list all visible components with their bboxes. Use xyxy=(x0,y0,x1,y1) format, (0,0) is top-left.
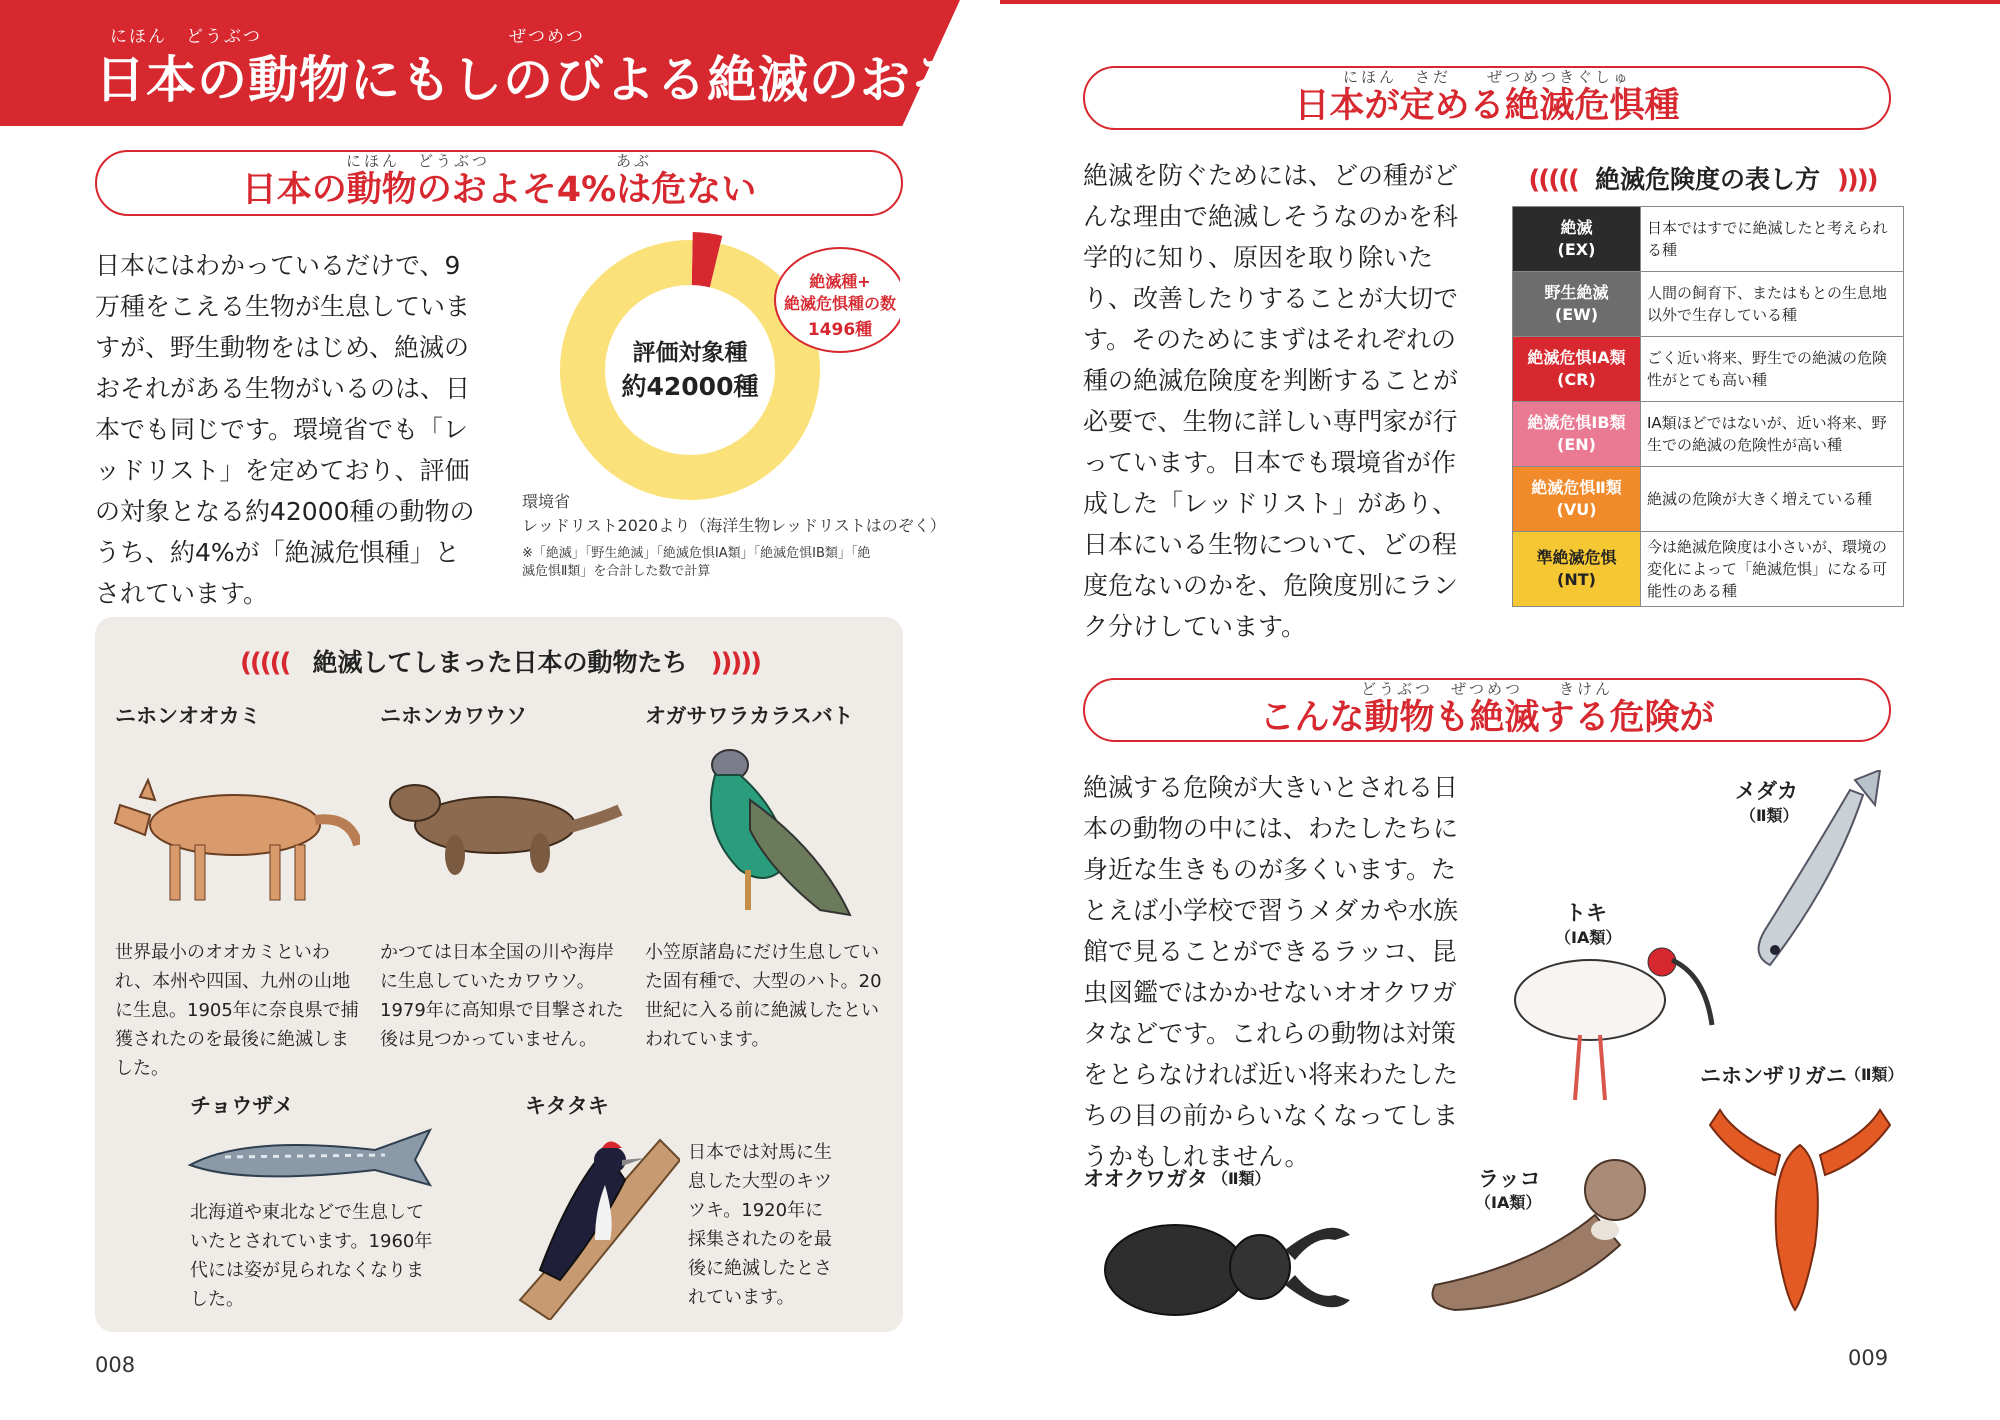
animal-name-otter: ニホンカワウソ xyxy=(380,704,527,728)
category-code: (EW) xyxy=(1554,305,1599,324)
section2-heading: 日本が定める絶滅危惧種 xyxy=(1294,86,1680,126)
chart-note: ※「絶滅」「野生絶滅」「絶滅危惧IA類」「絶滅危惧IB類」「絶滅危惧Ⅱ類」を合計した数で計算 xyxy=(522,546,871,579)
chart-source xyxy=(522,490,946,538)
otter-illustration xyxy=(375,755,625,905)
category-table xyxy=(1512,206,1904,607)
category-row xyxy=(1513,402,1904,467)
donut-callout-2: 絶滅危惧種の数 xyxy=(783,294,897,313)
pigeon-illustration xyxy=(670,740,860,930)
wolf-illustration xyxy=(110,745,360,915)
category-label-cell xyxy=(1513,467,1641,532)
chart-source-2: レッドリスト2020より（海洋生物レッドリストはのぞく） xyxy=(522,516,946,535)
category-code: (VU) xyxy=(1556,500,1597,519)
category-label-cell xyxy=(1513,272,1641,337)
medaka-illustration xyxy=(1715,770,1885,980)
category-desc: ごく近い将来、野生での絶滅の危険性がとても高い種 xyxy=(1641,337,1904,402)
donut-center-label-2: 約42000種 xyxy=(621,372,759,401)
animal-class-crayfish: （Ⅱ類） xyxy=(1845,1065,1904,1084)
header-ruby: にほん どうぶつ ぜつめつ xyxy=(110,27,585,47)
donut-chart xyxy=(520,225,900,525)
section2-body: 絶滅を防ぐためには、どの種がどんな理由で絶滅しそうなのかを科学的に知り、原因を取り除いたり、改善したりすることが大切です。そのためにまずはそれぞれの種の絶滅危険度を判断することが必要で、生物に詳しい専門家が行っています。日本でも環境省が作成した「レッドリスト」があり、日本にいる生物について、どの程度危ないのかを、危険度別にランク分けしています。 xyxy=(1083,161,1459,641)
category-desc: 人間の飼育下、またはもとの生息地以外で生存している種 xyxy=(1641,272,1904,337)
animal-desc-sturgeon: 北海道や東北などで生息していたとされています。1960年代には姿が見られなくなりました。 xyxy=(190,1202,433,1310)
category-code: (EX) xyxy=(1557,240,1596,259)
extinct-heading: 絶滅してしまった日本の動物たち xyxy=(312,648,688,677)
stagbeetle-illustration xyxy=(1095,1195,1355,1345)
animal-class-toki: （ⅠA類） xyxy=(1555,928,1622,947)
section1-heading: 日本の動物のおよそ4%は危ない xyxy=(241,170,757,210)
crayfish-illustration xyxy=(1705,1105,1895,1315)
section1-body: 日本にはわかっているだけで、9万種をこえる生物が生息していますが、野生動物をはじめ、絶滅のおそれがある生物がいるのは、日本でも同じです。環境省でも「レッドリスト」を定めており、評価の対象となる約42000種の動物のうち、約4%が「絶滅危惧種」とされています。 xyxy=(95,251,475,608)
waves-left: ((((( xyxy=(239,648,290,678)
category-code: (NT) xyxy=(1557,570,1596,589)
category-label: 絶滅危惧ⅠB類 xyxy=(1527,413,1626,432)
category-label: 野生絶滅 xyxy=(1544,283,1609,302)
waves-right: ))))) xyxy=(710,648,761,678)
category-label: 準絶滅危惧 xyxy=(1536,548,1617,567)
page-title: 日本の動物にもしのびよる絶滅のおそれ xyxy=(95,51,1013,109)
donut-hole xyxy=(605,285,775,455)
category-label-cell xyxy=(1513,402,1641,467)
animal-desc-pigeon: 小笠原諸島にだけ生息していた固有種で、大型のハト。20世紀に入る前に絶滅したといわれています。 xyxy=(645,942,882,1050)
category-label-cell xyxy=(1513,207,1641,272)
section2-heading-ruby: にほん さだ ぜつめつきぐしゅ xyxy=(1342,68,1631,86)
category-row xyxy=(1513,532,1904,607)
category-row xyxy=(1513,337,1904,402)
category-row xyxy=(1513,272,1904,337)
chart-source-1: 環境省 xyxy=(522,492,571,511)
table-heading: 絶滅危険度の表し方 xyxy=(1594,165,1820,194)
animal-name-toki: トキ xyxy=(1565,901,1607,925)
animal-name-seaotter: ラッコ xyxy=(1478,1167,1541,1191)
category-table-body xyxy=(1513,207,1904,607)
animal-name-medaka: メダカ xyxy=(1735,779,1798,803)
page-number-left: 008 xyxy=(95,1353,136,1377)
animal-name-crayfish: ニホンザリガニ xyxy=(1700,1064,1847,1088)
animal-name-sturgeon: チョウザメ xyxy=(190,1094,294,1118)
donut-center-label-1: 評価対象種 xyxy=(632,340,748,366)
category-label-cell xyxy=(1513,337,1641,402)
page-number-right: 009 xyxy=(1848,1346,1889,1370)
table-waves-right: )))) xyxy=(1837,165,1877,195)
category-row xyxy=(1513,467,1904,532)
sturgeon-illustration xyxy=(185,1125,435,1195)
section1-heading-ruby: にほん どうぶつ あぶ xyxy=(345,152,652,170)
category-desc: 今は絶滅危険度は小さいが、環境の変化によって「絶滅危惧」になる可能性のある種 xyxy=(1641,532,1904,607)
category-label: 絶滅 xyxy=(1560,218,1593,237)
animal-class-medaka: （Ⅱ類） xyxy=(1740,806,1799,825)
animal-desc-woodpecker: 日本では対馬に生息した大型のキツツキ。1920年に採集されたのを最後に絶滅したとされています。 xyxy=(688,1142,832,1308)
category-row xyxy=(1513,207,1904,272)
animal-desc-wolf: 世界最小のオオカミといわれ、本州や四国、九州の山地に生息。1905年に奈良県で捕獲されたのを最後に絶滅しました。 xyxy=(115,942,359,1079)
toki-illustration xyxy=(1480,940,1720,1110)
section2-heading-pill xyxy=(1083,66,1891,130)
seaotter-illustration xyxy=(1415,1145,1675,1345)
woodpecker-illustration xyxy=(510,1130,680,1320)
animal-desc-otter: かつては日本全国の川や海岸に生息していたカワウソ。1979年に高知県で目撃された後は見つかっていません。 xyxy=(380,942,624,1050)
category-code: (CR) xyxy=(1557,370,1596,389)
section3-heading: こんな動物も絶滅する危険が xyxy=(1259,698,1715,738)
category-desc: 日本ではすでに絶滅したと考えられる種 xyxy=(1641,207,1904,272)
extinct-heading-row xyxy=(230,643,770,679)
animal-name-woodpecker: キタタキ xyxy=(525,1094,609,1118)
category-desc: ⅠA類ほどではないが、近い将来、野生での絶滅の危険性が高い種 xyxy=(1641,402,1904,467)
section3-heading-pill xyxy=(1083,678,1891,742)
category-label: 絶滅危惧ⅠA類 xyxy=(1527,348,1626,367)
header-band-right xyxy=(1000,0,2000,4)
section3-body: 絶滅する危険が大きいとされる日本の動物の中には、わたしたちに身近な生きものが多くいます。たとえば小学校で習うメダカや水族館で見ることができるラッコ、昆虫図鑑ではかかせないオオクワガタなどです。これらの動物は対策をとらなければ近い将来わたしたちの目の前からいなくなってしまうかもしれません。 xyxy=(1083,773,1459,1171)
table-heading-row xyxy=(1510,160,1895,196)
section1-heading-pill xyxy=(95,150,903,216)
donut-callout-3: 1496種 xyxy=(807,320,873,340)
animal-name-stagbeetle: オオクワガタ xyxy=(1083,1167,1208,1191)
section3-heading-ruby: どうぶつ ぜつめつ きけん xyxy=(1360,680,1613,698)
animal-class-seaotter: （ⅠA類） xyxy=(1475,1193,1542,1212)
animal-name-wolf: ニホンオオカミ xyxy=(115,704,261,728)
category-label-cell xyxy=(1513,532,1641,607)
donut-callout-1: 絶滅種+ xyxy=(809,272,871,291)
category-code: (EN) xyxy=(1557,435,1596,454)
category-desc: 絶滅の危険が大きく増えている種 xyxy=(1641,467,1904,532)
table-waves-left: ((((( xyxy=(1528,165,1578,195)
category-label: 絶滅危惧Ⅱ類 xyxy=(1531,478,1622,497)
animal-class-stagbeetle: （Ⅱ類） xyxy=(1212,1169,1271,1188)
animal-name-pigeon: オガサワラカラスバト xyxy=(645,704,854,728)
